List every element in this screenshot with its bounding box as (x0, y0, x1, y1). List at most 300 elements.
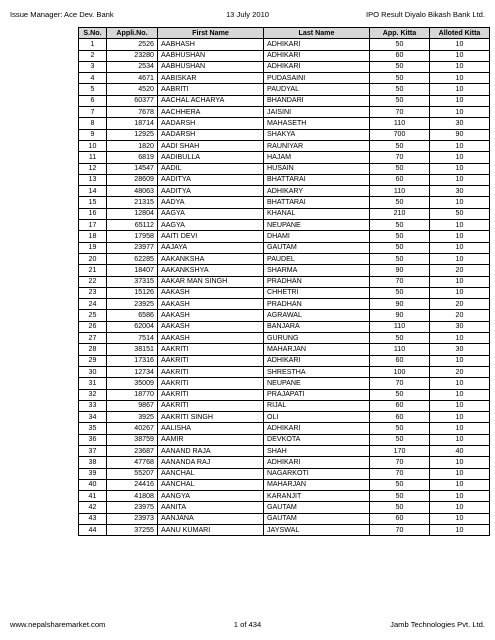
table-row (79, 355, 490, 366)
table-row (79, 61, 490, 72)
cell-last-name: PRADHAN (264, 299, 370, 310)
cell-alloted-kitta: 10 (430, 525, 490, 536)
cell-app-kitta: 50 (370, 333, 430, 344)
cell-last-name: ADHIKARY (264, 186, 370, 197)
cell-last-name: MAHARJAN (264, 479, 370, 490)
table-row (79, 197, 490, 208)
cell-appli-no: 60377 (107, 95, 158, 106)
issue-manager-label: Issue Manager: Ace Dev. Bank (10, 10, 114, 19)
cell-alloted-kitta: 10 (430, 479, 490, 490)
table-row (79, 479, 490, 490)
cell-last-name: MAHARJAN (264, 344, 370, 355)
cell-first-name: AADARSH (158, 118, 264, 129)
cell-sno: 42 (79, 502, 107, 513)
cell-first-name: AABISKAR (158, 73, 264, 84)
cell-sno: 13 (79, 174, 107, 185)
table-row (79, 400, 490, 411)
cell-alloted-kitta: 10 (430, 84, 490, 95)
cell-sno: 39 (79, 468, 107, 479)
cell-appli-no: 37315 (107, 276, 158, 287)
cell-alloted-kitta: 10 (430, 174, 490, 185)
cell-first-name: AADARSH (158, 129, 264, 140)
table-row (79, 107, 490, 118)
cell-sno: 22 (79, 276, 107, 287)
table-row (79, 129, 490, 140)
table-row (79, 366, 490, 377)
cell-first-name: AADIL (158, 163, 264, 174)
cell-first-name: AAKANKSHA (158, 253, 264, 264)
cell-appli-no: 40267 (107, 423, 158, 434)
cell-last-name: ADHIKARI (264, 457, 370, 468)
cell-alloted-kitta: 90 (430, 129, 490, 140)
cell-first-name: AANAND RAJA (158, 445, 264, 456)
cell-appli-no: 18407 (107, 265, 158, 276)
cell-last-name: PRADHAN (264, 276, 370, 287)
cell-app-kitta: 70 (370, 107, 430, 118)
cell-appli-no: 28609 (107, 174, 158, 185)
cell-alloted-kitta: 10 (430, 276, 490, 287)
cell-appli-no: 15126 (107, 287, 158, 298)
cell-appli-no: 38759 (107, 434, 158, 445)
cell-appli-no: 65112 (107, 220, 158, 231)
cell-app-kitta: 170 (370, 445, 430, 456)
cell-first-name: AABRITI (158, 84, 264, 95)
cell-app-kitta: 50 (370, 39, 430, 50)
cell-app-kitta: 50 (370, 95, 430, 106)
cell-appli-no: 47768 (107, 457, 158, 468)
cell-first-name: AAKRITI SINGH (158, 412, 264, 423)
cell-last-name: GAUTAM (264, 513, 370, 524)
cell-sno: 2 (79, 50, 107, 61)
cell-app-kitta: 50 (370, 231, 430, 242)
cell-last-name: AGRAWAL (264, 310, 370, 321)
cell-app-kitta: 110 (370, 118, 430, 129)
cell-app-kitta: 50 (370, 389, 430, 400)
cell-last-name: ADHIKARI (264, 39, 370, 50)
table-row (79, 50, 490, 61)
cell-appli-no: 7514 (107, 333, 158, 344)
cell-appli-no: 55207 (107, 468, 158, 479)
cell-sno: 6 (79, 95, 107, 106)
cell-sno: 41 (79, 491, 107, 502)
cell-app-kitta: 700 (370, 129, 430, 140)
cell-appli-no: 41808 (107, 491, 158, 502)
cell-last-name: PAUDYAL (264, 84, 370, 95)
table-row (79, 423, 490, 434)
table-row (79, 378, 490, 389)
table-row (79, 276, 490, 287)
cell-appli-no: 2534 (107, 61, 158, 72)
cell-last-name: OLI (264, 412, 370, 423)
table-row (79, 310, 490, 321)
cell-alloted-kitta: 20 (430, 299, 490, 310)
cell-alloted-kitta: 20 (430, 366, 490, 377)
header-date: 13 July 2010 (225, 10, 270, 19)
table-row (79, 299, 490, 310)
table-row (79, 457, 490, 468)
cell-first-name: AAKASH (158, 321, 264, 332)
cell-alloted-kitta: 30 (430, 344, 490, 355)
cell-sno: 1 (79, 39, 107, 50)
cell-appli-no: 24416 (107, 479, 158, 490)
cell-appli-no: 6586 (107, 310, 158, 321)
cell-last-name: RIJAL (264, 400, 370, 411)
cell-appli-no: 18714 (107, 118, 158, 129)
cell-appli-no: 23687 (107, 445, 158, 456)
cell-alloted-kitta: 10 (430, 468, 490, 479)
table-row (79, 152, 490, 163)
table-row (79, 434, 490, 445)
cell-app-kitta: 60 (370, 412, 430, 423)
cell-appli-no: 38151 (107, 344, 158, 355)
cell-appli-no: 37255 (107, 525, 158, 536)
cell-sno: 3 (79, 61, 107, 72)
cell-sno: 43 (79, 513, 107, 524)
cell-last-name: HAJAM (264, 152, 370, 163)
cell-app-kitta: 70 (370, 152, 430, 163)
cell-first-name: AAKRITI (158, 366, 264, 377)
cell-app-kitta: 50 (370, 423, 430, 434)
cell-first-name: AAJAYA (158, 242, 264, 253)
table-row (79, 445, 490, 456)
table-row (79, 468, 490, 479)
cell-sno: 15 (79, 197, 107, 208)
cell-app-kitta: 50 (370, 84, 430, 95)
table-row (79, 174, 490, 185)
cell-last-name: GAUTAM (264, 242, 370, 253)
cell-first-name: AAKRITI (158, 400, 264, 411)
cell-app-kitta: 50 (370, 242, 430, 253)
cell-last-name: CHHETRI (264, 287, 370, 298)
cell-sno: 8 (79, 118, 107, 129)
page-header (10, 10, 485, 22)
cell-last-name: BHANDARI (264, 95, 370, 106)
table-row (79, 513, 490, 524)
cell-alloted-kitta: 10 (430, 231, 490, 242)
table-row (79, 231, 490, 242)
cell-first-name: AANGYA (158, 491, 264, 502)
cell-sno: 5 (79, 84, 107, 95)
cell-first-name: AABHUSHAN (158, 50, 264, 61)
cell-last-name: RAUNIYAR (264, 140, 370, 151)
cell-sno: 4 (79, 73, 107, 84)
cell-appli-no: 2526 (107, 39, 158, 50)
cell-app-kitta: 50 (370, 220, 430, 231)
cell-last-name: NEUPANE (264, 220, 370, 231)
cell-alloted-kitta: 10 (430, 73, 490, 84)
cell-app-kitta: 110 (370, 186, 430, 197)
cell-alloted-kitta: 10 (430, 152, 490, 163)
cell-app-kitta: 50 (370, 163, 430, 174)
cell-first-name: AABHASH (158, 39, 264, 50)
cell-app-kitta: 60 (370, 174, 430, 185)
cell-alloted-kitta: 10 (430, 242, 490, 253)
cell-first-name: AAKASH (158, 333, 264, 344)
cell-appli-no: 12734 (107, 366, 158, 377)
cell-last-name: JAISINI (264, 107, 370, 118)
cell-appli-no: 17958 (107, 231, 158, 242)
cell-first-name: AAGYA (158, 208, 264, 219)
table-row (79, 333, 490, 344)
footer-website: www.nepalsharemarket.com (10, 620, 106, 629)
cell-first-name: AANITA (158, 502, 264, 513)
cell-sno: 38 (79, 457, 107, 468)
cell-last-name: NEUPANE (264, 378, 370, 389)
cell-appli-no: 18770 (107, 389, 158, 400)
cell-first-name: AANU KUMARI (158, 525, 264, 536)
cell-first-name: AAKASH (158, 310, 264, 321)
cell-sno: 32 (79, 389, 107, 400)
cell-first-name: AADITYA (158, 174, 264, 185)
cell-appli-no: 23925 (107, 299, 158, 310)
cell-alloted-kitta: 10 (430, 95, 490, 106)
cell-first-name: AADI SHAH (158, 140, 264, 151)
cell-last-name: SHARMA (264, 265, 370, 276)
cell-sno: 26 (79, 321, 107, 332)
cell-sno: 31 (79, 378, 107, 389)
table-row (79, 73, 490, 84)
cell-alloted-kitta: 10 (430, 400, 490, 411)
cell-app-kitta: 50 (370, 287, 430, 298)
table-row (79, 321, 490, 332)
cell-last-name: MAHASETH (264, 118, 370, 129)
cell-appli-no: 9867 (107, 400, 158, 411)
table-row (79, 208, 490, 219)
cell-alloted-kitta: 10 (430, 197, 490, 208)
cell-sno: 12 (79, 163, 107, 174)
table-row (79, 412, 490, 423)
cell-sno: 7 (79, 107, 107, 118)
cell-appli-no: 4520 (107, 84, 158, 95)
cell-appli-no: 4671 (107, 73, 158, 84)
table-row (79, 118, 490, 129)
cell-app-kitta: 70 (370, 457, 430, 468)
cell-last-name: ADHIKARI (264, 423, 370, 434)
cell-app-kitta: 70 (370, 378, 430, 389)
cell-last-name: HUSAIN (264, 163, 370, 174)
cell-sno: 28 (79, 344, 107, 355)
cell-alloted-kitta: 10 (430, 50, 490, 61)
col-first-name: First Name (158, 28, 264, 39)
cell-alloted-kitta: 10 (430, 502, 490, 513)
table-row (79, 163, 490, 174)
cell-app-kitta: 50 (370, 502, 430, 513)
cell-app-kitta: 110 (370, 344, 430, 355)
cell-sno: 16 (79, 208, 107, 219)
cell-last-name: DHAMI (264, 231, 370, 242)
table-body (79, 39, 490, 536)
table-row (79, 95, 490, 106)
cell-last-name: NAGARKOTI (264, 468, 370, 479)
cell-alloted-kitta: 10 (430, 163, 490, 174)
cell-appli-no: 3925 (107, 412, 158, 423)
table-row (79, 186, 490, 197)
table-row (79, 389, 490, 400)
cell-appli-no: 48063 (107, 186, 158, 197)
cell-alloted-kitta: 10 (430, 423, 490, 434)
cell-app-kitta: 110 (370, 321, 430, 332)
cell-app-kitta: 70 (370, 525, 430, 536)
cell-appli-no: 12925 (107, 129, 158, 140)
cell-alloted-kitta: 20 (430, 310, 490, 321)
cell-last-name: SHAH (264, 445, 370, 456)
cell-alloted-kitta: 30 (430, 118, 490, 129)
cell-sno: 23 (79, 287, 107, 298)
cell-app-kitta: 60 (370, 50, 430, 61)
table-row (79, 344, 490, 355)
cell-alloted-kitta: 10 (430, 434, 490, 445)
cell-alloted-kitta: 50 (430, 208, 490, 219)
cell-alloted-kitta: 10 (430, 61, 490, 72)
cell-appli-no: 1820 (107, 140, 158, 151)
cell-alloted-kitta: 30 (430, 186, 490, 197)
cell-last-name: SHRESTHA (264, 366, 370, 377)
cell-app-kitta: 70 (370, 468, 430, 479)
col-last-name: Last Name (264, 28, 370, 39)
cell-app-kitta: 50 (370, 434, 430, 445)
cell-sno: 19 (79, 242, 107, 253)
cell-first-name: AANCHAL (158, 479, 264, 490)
cell-first-name: AAKRITI (158, 344, 264, 355)
cell-last-name: BANJARA (264, 321, 370, 332)
cell-last-name: KHANAL (264, 208, 370, 219)
cell-appli-no: 14547 (107, 163, 158, 174)
cell-sno: 30 (79, 366, 107, 377)
cell-first-name: AADIBULLA (158, 152, 264, 163)
cell-first-name: AANCHAL (158, 468, 264, 479)
cell-first-name: AAITI DEVI (158, 231, 264, 242)
cell-appli-no: 35009 (107, 378, 158, 389)
ipo-result-table (78, 27, 490, 536)
cell-first-name: AAMIR (158, 434, 264, 445)
cell-last-name: BHATTARAI (264, 197, 370, 208)
cell-last-name: GAUTAM (264, 502, 370, 513)
col-sno: S.No. (79, 28, 107, 39)
cell-sno: 35 (79, 423, 107, 434)
cell-appli-no: 62285 (107, 253, 158, 264)
cell-last-name: KARANJIT (264, 491, 370, 502)
cell-sno: 44 (79, 525, 107, 536)
cell-appli-no: 17316 (107, 355, 158, 366)
cell-app-kitta: 90 (370, 299, 430, 310)
table-row (79, 140, 490, 151)
table-row (79, 491, 490, 502)
cell-app-kitta: 70 (370, 276, 430, 287)
page-number: 1 of 434 (233, 620, 262, 629)
cell-app-kitta: 50 (370, 491, 430, 502)
cell-app-kitta: 50 (370, 61, 430, 72)
cell-sno: 33 (79, 400, 107, 411)
col-app-kitta: App. Kitta (370, 28, 430, 39)
cell-last-name: ADHIKARI (264, 61, 370, 72)
cell-appli-no: 23975 (107, 502, 158, 513)
cell-sno: 9 (79, 129, 107, 140)
table-row (79, 220, 490, 231)
cell-alloted-kitta: 10 (430, 457, 490, 468)
cell-alloted-kitta: 20 (430, 265, 490, 276)
table-row (79, 525, 490, 536)
cell-first-name: AANANDA RAJ (158, 457, 264, 468)
cell-sno: 24 (79, 299, 107, 310)
cell-app-kitta: 60 (370, 355, 430, 366)
cell-first-name: AACHAL ACHARYA (158, 95, 264, 106)
cell-sno: 18 (79, 231, 107, 242)
table-row (79, 84, 490, 95)
cell-appli-no: 23973 (107, 513, 158, 524)
cell-sno: 21 (79, 265, 107, 276)
cell-alloted-kitta: 10 (430, 39, 490, 50)
table-row (79, 287, 490, 298)
table-row (79, 502, 490, 513)
cell-alloted-kitta: 10 (430, 355, 490, 366)
cell-sno: 37 (79, 445, 107, 456)
col-appli-no: Appli.No. (107, 28, 158, 39)
cell-alloted-kitta: 10 (430, 253, 490, 264)
cell-last-name: PAUDEL (264, 253, 370, 264)
cell-first-name: AACHHERA (158, 107, 264, 118)
table-row (79, 242, 490, 253)
cell-alloted-kitta: 10 (430, 389, 490, 400)
cell-app-kitta: 60 (370, 400, 430, 411)
cell-alloted-kitta: 10 (430, 140, 490, 151)
table-row (79, 253, 490, 264)
cell-first-name: AAKRITI (158, 355, 264, 366)
cell-first-name: AABHUSHAN (158, 61, 264, 72)
cell-appli-no: 23280 (107, 50, 158, 61)
cell-sno: 27 (79, 333, 107, 344)
cell-appli-no: 23977 (107, 242, 158, 253)
cell-alloted-kitta: 10 (430, 378, 490, 389)
cell-first-name: AAKAR MAN SINGH (158, 276, 264, 287)
cell-app-kitta: 50 (370, 197, 430, 208)
cell-last-name: GURUNG (264, 333, 370, 344)
cell-sno: 14 (79, 186, 107, 197)
cell-first-name: AAGYA (158, 220, 264, 231)
cell-first-name: AADYA (158, 197, 264, 208)
table-row (79, 265, 490, 276)
cell-alloted-kitta: 10 (430, 333, 490, 344)
cell-app-kitta: 60 (370, 513, 430, 524)
cell-appli-no: 7678 (107, 107, 158, 118)
table-header-row (79, 28, 490, 39)
cell-last-name: DEVKOTA (264, 434, 370, 445)
table-row (79, 39, 490, 50)
cell-last-name: ADHIKARI (264, 50, 370, 61)
cell-sno: 10 (79, 140, 107, 151)
cell-alloted-kitta: 10 (430, 220, 490, 231)
cell-alloted-kitta: 30 (430, 321, 490, 332)
cell-app-kitta: 50 (370, 479, 430, 490)
cell-sno: 11 (79, 152, 107, 163)
cell-sno: 17 (79, 220, 107, 231)
cell-sno: 40 (79, 479, 107, 490)
cell-app-kitta: 50 (370, 73, 430, 84)
cell-first-name: AAKASH (158, 287, 264, 298)
cell-app-kitta: 50 (370, 140, 430, 151)
col-alloted-kitta: Alloted Kitta (430, 28, 490, 39)
cell-alloted-kitta: 10 (430, 412, 490, 423)
cell-sno: 25 (79, 310, 107, 321)
cell-alloted-kitta: 10 (430, 491, 490, 502)
cell-app-kitta: 90 (370, 310, 430, 321)
cell-last-name: SHAKYA (264, 129, 370, 140)
cell-first-name: AAKASH (158, 299, 264, 310)
cell-sno: 36 (79, 434, 107, 445)
cell-last-name: PUDASAINI (264, 73, 370, 84)
page-footer (10, 620, 485, 632)
cell-app-kitta: 90 (370, 265, 430, 276)
cell-alloted-kitta: 40 (430, 445, 490, 456)
